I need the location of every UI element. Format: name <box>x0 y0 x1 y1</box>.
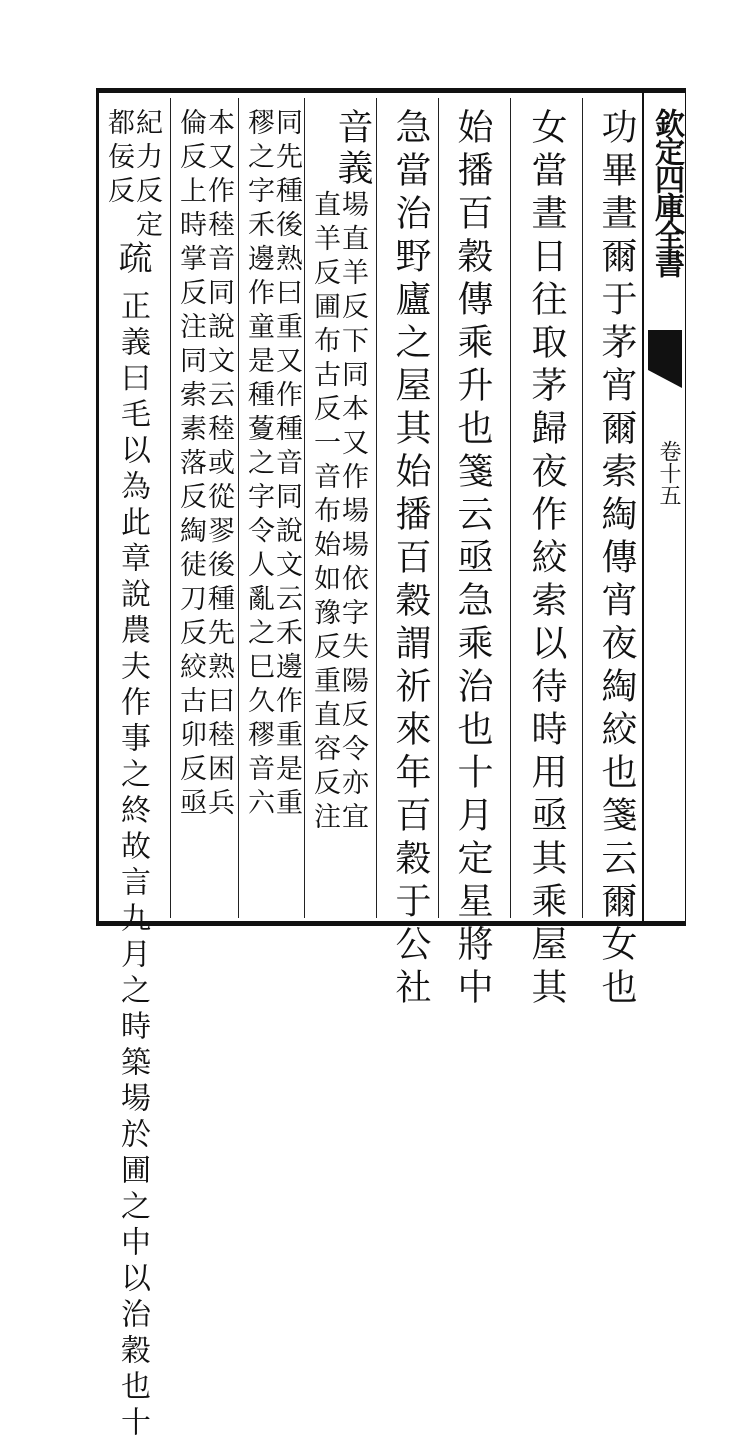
text-column-2: 女當晝日往取茅歸夜作絞索以待時用亟其乘屋其 <box>526 108 567 1011</box>
yinyi-heading: 音義 <box>332 108 373 190</box>
column-rule <box>170 98 171 918</box>
annotation-right-line: 本又作稑音同說文云稑或從翏後種先熟曰稑困兵 <box>203 108 234 822</box>
annotation-left-line: 倫反上時掌反注同索素落反綯徒刀反絞古卯反亟 <box>175 108 206 822</box>
text-column-4: 急當治野廬之屋其始播百穀謂祈來年百穀于公社 <box>390 108 431 1011</box>
annotation-column-3 <box>176 108 232 908</box>
column-rule <box>376 98 377 918</box>
annotation-right-line: 場直羊反下同本又作場場依字失陽反令亦宜 <box>337 190 368 836</box>
annotation-column-4-head <box>103 108 162 244</box>
volume-label: 卷十五 <box>656 440 681 506</box>
annotation-column-1-body <box>310 190 366 910</box>
shu-heading: 疏 <box>112 240 152 282</box>
column-rule <box>304 98 305 918</box>
column-rule <box>510 98 511 918</box>
annotation-left-line: 直羊反圃布古反一音布始如豫反重直容反注 <box>309 190 340 836</box>
column-rule <box>582 98 583 918</box>
text-column-1: 功畢晝爾于茅宵爾索綯傳宵夜綯絞也箋云爾女也 <box>596 108 637 1011</box>
shu-text: 正義曰毛以為此章說農夫作事之終故言九月之時築場於圃之中以治穀也十 <box>115 290 150 1442</box>
text-column-3: 始播百穀傳乘升也箋云亟急乘治也十月定星將中 <box>452 108 493 1011</box>
column-rule <box>438 98 439 918</box>
annotation-right-line: 同先種後熟曰重又作種音同說文云禾邊作重是重 <box>271 108 302 822</box>
book-title: 欽定四庫全書 <box>649 108 684 276</box>
annotation-left-line: 都佞反 <box>103 108 134 210</box>
fishtail-mark <box>648 330 682 370</box>
annotation-right-line: 紀力反定 <box>131 108 162 244</box>
annotation-column-2 <box>244 108 300 908</box>
annotation-left-line: 穋之字禾邊作童是種藑之字令人亂之巳久穋音六 <box>243 108 274 822</box>
column-rule <box>238 98 239 918</box>
